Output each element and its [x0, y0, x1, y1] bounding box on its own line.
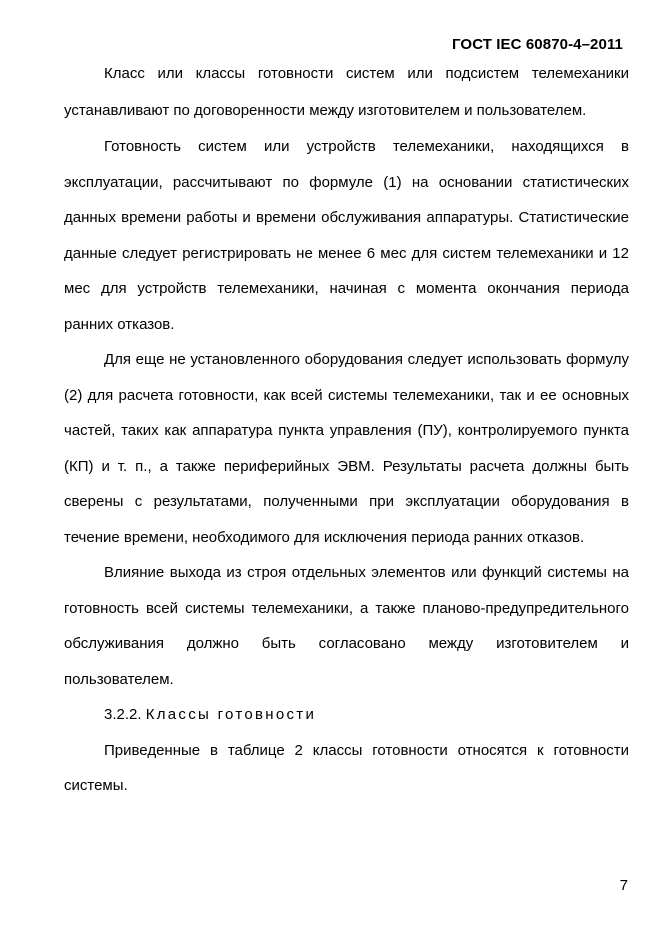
- document-header: ГОСТ IEC 60870-4–2011: [452, 36, 623, 53]
- section-title: Классы готовности: [145, 706, 317, 723]
- paragraph-new-equipment: Для еще не установленного оборудования следует использовать формулу (2) для расчета готовности, как всей системы телемеханики, так и ее основных частей, таких как аппаратура пункта управления (ПУ), контролируемого пункта (КП) и т. п., а также периферийных ЭВМ. Результаты расчета должны быть сверены с результатами, полученными при эксплуатации оборудования в течение времени, необходимого для исключения периода ранних отказов.: [64, 351, 629, 546]
- section-number: 3.2.2.: [104, 706, 142, 723]
- paragraph-availability-classes: Класс или классы готовности систем или подсистем телемеханики устанавливают по договоренности между изготовителем и пользователем.: [64, 65, 629, 119]
- paragraph-failure-influence: Влияние выхода из строя отдельных элементов или функций системы на готовность всей системы телемеханики, а также планово-предупредительного обслуживания должно быть согласовано между изготовителем и пользователем.: [64, 564, 629, 688]
- paragraph-table-reference: Приведенные в таблице 2 классы готовности относятся к готовности системы.: [64, 741, 629, 794]
- page-number: 7: [619, 877, 628, 894]
- paragraph-availability-calculation: Готовность систем или устройств телемеханики, находящихся в эксплуатации, рассчитывают по формуле (1) на основании статистических данных времени работы и времени обслуживания аппаратуры. Статистические данные следует регистрировать не менее 6 мес для систем телемеханики и 12 мес для устройств телемеханики, начиная с момента окончания периода ранних отказов.: [64, 138, 629, 333]
- page-body: [64, 55, 629, 804]
- section-heading: [64, 697, 629, 733]
